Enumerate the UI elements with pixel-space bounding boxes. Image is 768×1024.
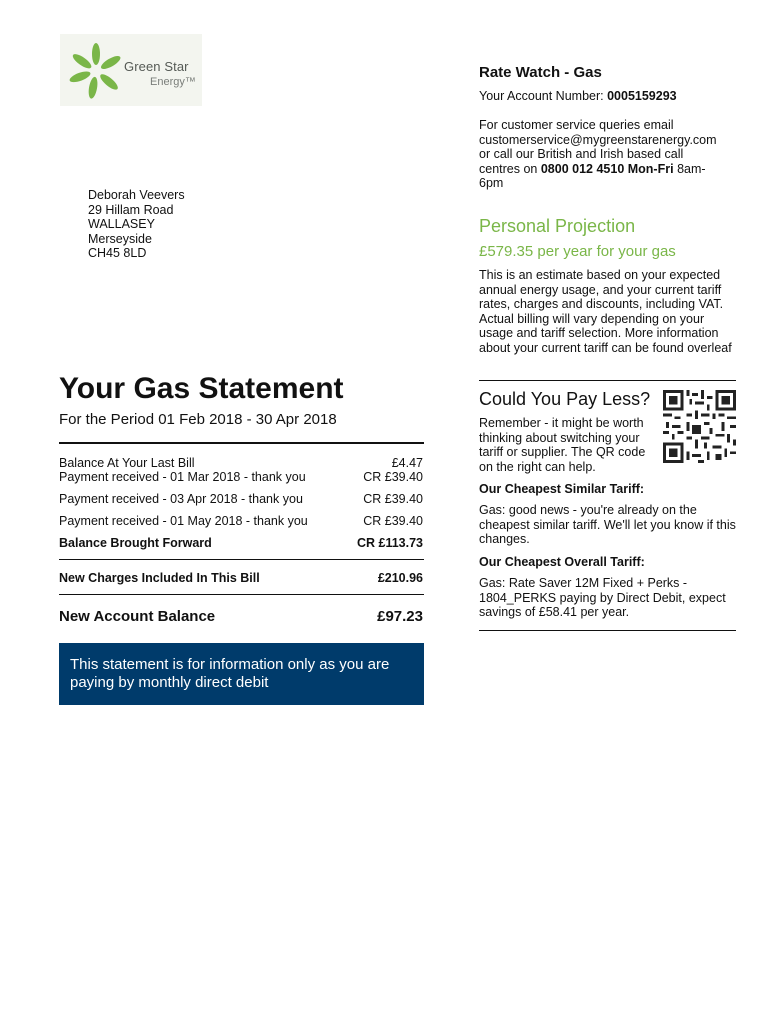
similar-tariff-text: Gas: good news - you're already on the cheapest similar tariff. We'll let you know if this changes. bbox=[479, 503, 736, 547]
cs-phone[interactable]: 0800 012 4510 Mon-Fri bbox=[540, 161, 674, 176]
statement-row bbox=[59, 456, 423, 470]
statement-title: Your Gas Statement bbox=[59, 372, 344, 405]
divider bbox=[59, 594, 424, 595]
cs-hours: 8am- bbox=[677, 161, 706, 176]
logo-brand-line2: Energy™ bbox=[150, 76, 196, 88]
cs-email[interactable]: customerservice@mygreenstarenergy.com bbox=[479, 132, 717, 147]
qr-code-icon[interactable] bbox=[661, 390, 738, 463]
cs-line: 6pm bbox=[479, 176, 504, 191]
account-number: 0005159293 bbox=[607, 89, 677, 103]
cs-prefix: centres on bbox=[479, 161, 538, 176]
new-charges-row bbox=[59, 571, 423, 585]
switch-reminder: Remember - it might be worth thinking about switching your tariff or supplier. The QR code on the right can help. bbox=[479, 416, 646, 474]
address-line: 29 Hillam Road bbox=[88, 202, 174, 217]
address-line: CH45 8LD bbox=[88, 246, 147, 261]
cs-line bbox=[479, 162, 737, 177]
statement-row bbox=[59, 492, 423, 506]
row-amount: £4.47 bbox=[391, 456, 423, 470]
row-amount: CR £39.40 bbox=[363, 470, 423, 484]
logo-brand-line1: Green Star bbox=[124, 59, 189, 74]
cs-line: or call our British and Irish based call bbox=[479, 147, 684, 162]
row-amount: CR £39.40 bbox=[363, 492, 423, 506]
row-label: Balance Brought Forward bbox=[59, 536, 212, 550]
row-label: Balance At Your Last Bill bbox=[59, 456, 195, 470]
projection-text: This is an estimate based on your expected annual energy usage, and your current tariff rates, charges and discounts, including VAT. Actual billing will vary depending on your usage and tariff selection. More information about your current tariff can be found overleaf bbox=[479, 268, 732, 355]
statement-row bbox=[59, 470, 423, 484]
star-logo-icon bbox=[68, 40, 124, 102]
row-amount: £210.96 bbox=[377, 571, 423, 585]
overall-tariff-text: Gas: Rate Saver 12M Fixed + Perks - 1804_PERKS paying by Direct Debit, expect savings of £58.41 per year. bbox=[479, 576, 726, 620]
cs-line: For customer service queries email bbox=[479, 118, 674, 132]
statement-period: For the Period 01 Feb 2018 - 30 Apr 2018 bbox=[59, 411, 337, 428]
row-label: Payment received - 01 Mar 2018 - thank you bbox=[59, 470, 306, 484]
projection-amount: £579.35 per year for your gas bbox=[479, 243, 676, 260]
overall-tariff-heading: Our Cheapest Overall Tariff: bbox=[479, 555, 645, 569]
row-amount: CR £113.73 bbox=[356, 536, 423, 550]
statement-row bbox=[59, 514, 423, 528]
customer-service-info bbox=[479, 118, 737, 191]
row-label: New Account Balance bbox=[59, 608, 216, 625]
row-label: New Charges Included In This Bill bbox=[59, 571, 260, 585]
rate-watch-heading: Rate Watch - Gas bbox=[479, 64, 602, 81]
account-number-label: Your Account Number: bbox=[479, 89, 604, 103]
divider bbox=[59, 442, 424, 444]
divider bbox=[479, 630, 736, 631]
notice-text: This statement is for information only as you are paying by monthly direct debit bbox=[70, 656, 390, 691]
divider bbox=[479, 380, 736, 381]
divider bbox=[59, 559, 424, 560]
row-amount: £97.23 bbox=[377, 608, 423, 625]
row-amount: CR £39.40 bbox=[363, 514, 423, 528]
address-line: Merseyside bbox=[88, 231, 152, 246]
row-label: Payment received - 03 Apr 2018 - thank you bbox=[59, 492, 303, 506]
projection-heading: Personal Projection bbox=[479, 216, 636, 236]
balance-brought-forward-row bbox=[59, 536, 423, 550]
pay-less-heading: Could You Pay Less? bbox=[479, 389, 651, 409]
direct-debit-notice bbox=[59, 643, 424, 705]
row-label: Payment received - 01 May 2018 - thank you bbox=[59, 514, 308, 528]
account-number-line bbox=[479, 89, 737, 103]
company-logo bbox=[60, 34, 202, 106]
new-account-balance-row bbox=[59, 608, 423, 625]
customer-address bbox=[88, 188, 185, 261]
address-line: WALLASEY bbox=[88, 217, 155, 232]
similar-tariff-heading: Our Cheapest Similar Tariff: bbox=[479, 482, 645, 496]
address-line: Deborah Veevers bbox=[88, 188, 185, 202]
